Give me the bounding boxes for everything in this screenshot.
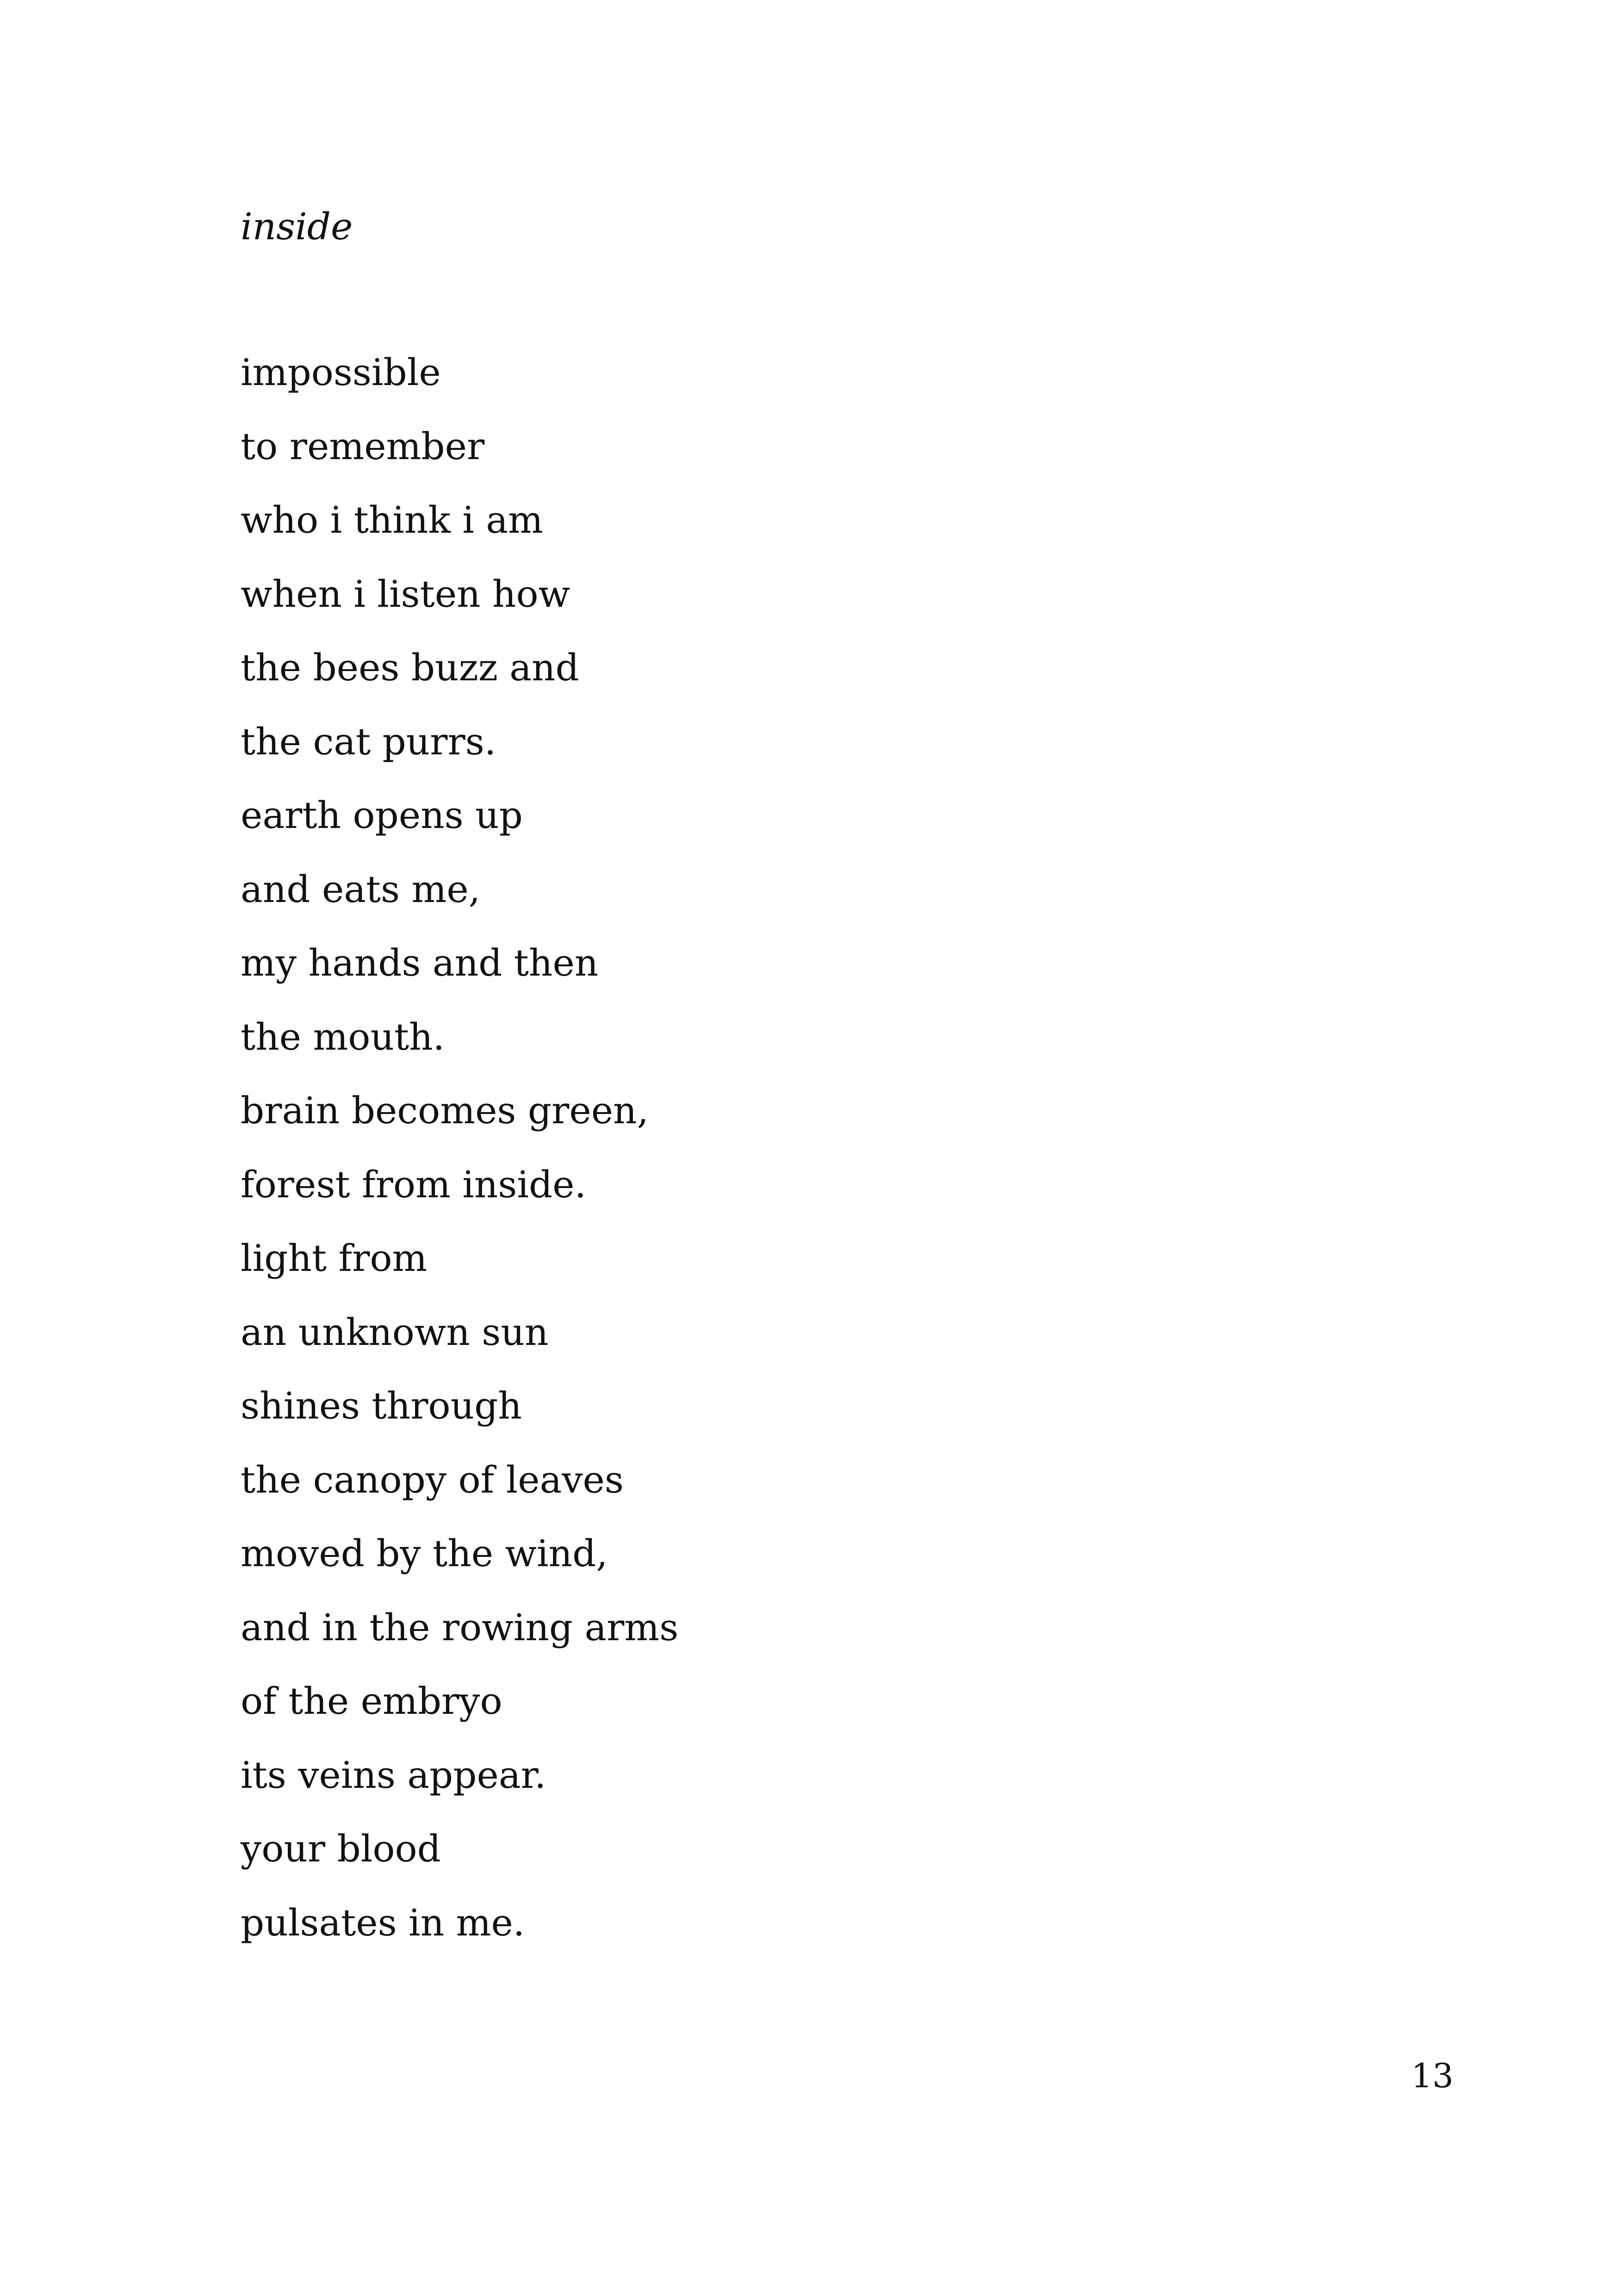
poem-line: the mouth. <box>241 1015 445 1058</box>
poem-line: who i think i am <box>241 498 543 541</box>
poem-line: the bees buzz and <box>241 646 579 689</box>
poem-line: moved by the wind, <box>241 1532 608 1575</box>
poem-line: the canopy of leaves <box>241 1458 624 1501</box>
poem-line: impossible <box>241 351 441 394</box>
poem-line: brain becomes green, <box>241 1089 649 1132</box>
poem-line: pulsates in me. <box>241 1901 525 1944</box>
poem-line: your blood <box>241 1827 441 1870</box>
poem-title: inside <box>241 205 353 248</box>
poem-line: earth opens up <box>241 794 523 837</box>
poem-line: light from <box>241 1237 428 1280</box>
poem-line: to remember <box>241 424 485 468</box>
poem-line: when i listen how <box>241 572 570 616</box>
poem-line: my hands and then <box>241 941 599 984</box>
poem-line: an unknown sun <box>241 1310 549 1354</box>
poem-line: shines through <box>241 1384 522 1427</box>
poem-line: its veins appear. <box>241 1753 546 1797</box>
page-number: 13 <box>1411 2056 1454 2095</box>
poem-line: of the embryo <box>241 1680 502 1723</box>
poem-line: and in the rowing arms <box>241 1605 679 1649</box>
poem-line: the cat purrs. <box>241 720 496 763</box>
poem-line: and eats me, <box>241 867 481 911</box>
poem-line: forest from inside. <box>241 1163 587 1206</box>
poem-body <box>241 345 678 1969</box>
